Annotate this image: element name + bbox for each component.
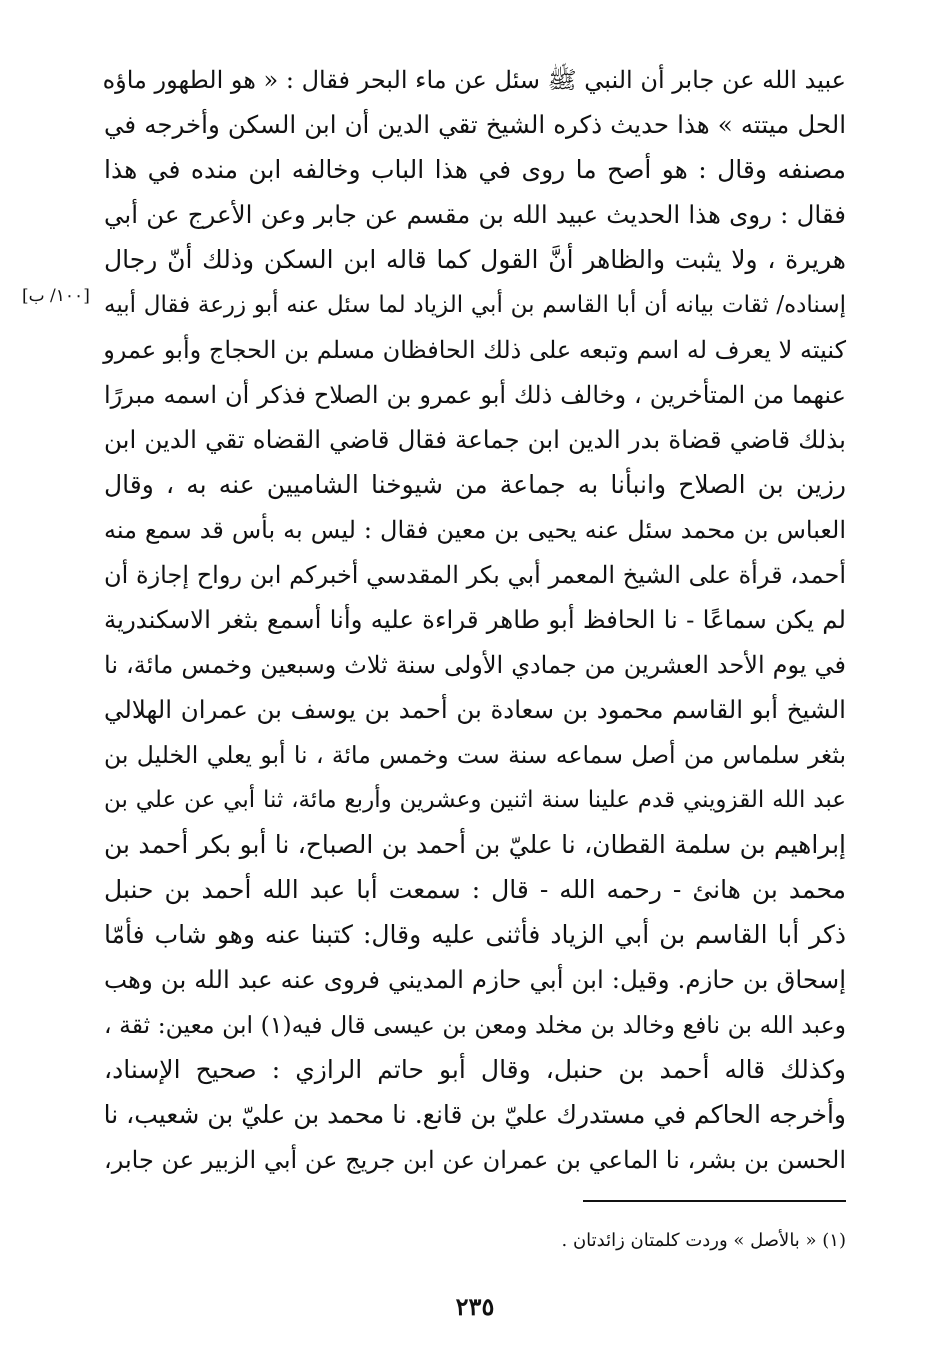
text-line: هريرة ، ولا يثبت والظاهر أنَّ القول كما قاله ابن السكن وذلك أنّ رجال <box>104 245 846 274</box>
text-line: لم يكن سماعًا - نا الحافظ أبو طاهر قراءة عليه وأنا أسمع بثغر الاسكندرية <box>104 605 846 634</box>
text-line: الحسن بن بشر، نا الماعي بن عمران عن ابن جريج عن أبي الزبير عن جابر، <box>104 1146 846 1174</box>
text-line: الحل ميتته » هذا حديث ذكره الشيخ تقي الدين أن ابن السكن وأخرجه في <box>104 110 846 139</box>
text-line: بثغر سلماس من أصل سماعه سنة ست وخمس مائة ، نا أبو يعلي الخليل بن <box>104 741 846 769</box>
footnote: (١) « بالأصل » وردت كلمتان زائدتان . <box>561 1230 846 1251</box>
text-line: عبد الله القزويني قدم علينا سنة اثنين وعشرين وأربع مائة، ثنا أبي عن علي بن <box>104 787 846 813</box>
page-number: ٢٣٥ <box>455 1292 495 1321</box>
text-line: ذكر أبا القاسم بن أبي الزياد فأثنى عليه وقال: كتبنا عنه وهو شاب فأمّا <box>104 920 846 949</box>
text-line: وكذلك قاله أحمد بن حنبل، وقال أبو حاتم الرازي : صحيح الإسناد، <box>104 1055 846 1084</box>
text-line: محمد بن هانئ - رحمه الله - قال : سمعت أبا عبد الله أحمد بن حنبل <box>104 875 846 904</box>
text-line: كنيته لا يعرف له اسم وتبعه على ذلك الحافظان مسلم بن الحجاج وأبو عمرو <box>103 336 846 364</box>
text-line: إسناده/ ثقات بيانه أن أبا القاسم بن أبي الزياد لما سئل عنه أبو زرعة فقال أبيه <box>104 292 846 318</box>
text-line: مصنفه وقال : هو أصح ما روى في هذا الباب وخالفه ابن منده في هذا <box>104 155 846 184</box>
text-line: وأخرجه الحاكم في مستدرك عليّ بن قانع. نا محمد بن عليّ بن شعيب، نا <box>103 1100 846 1129</box>
text-line: في يوم الأحد العشرين من جمادي الأولى سنة ثلاث وسبعين وخمس مائة، نا <box>104 651 846 679</box>
text-line: فقال : روى هذا الحديث عبيد الله بن مقسم عن جابر وعن الأعرج عن أبي <box>104 200 846 229</box>
text-line: أحمد، قرأة على الشيخ المعمر أبي بكر المقدسي أخبركم ابن رواح إجازة أن <box>104 561 846 589</box>
margin-folio-note: [١٠٠/ ب] <box>22 286 90 306</box>
text-line: عبيد الله عن جابر أن النبي ﷺ سئل عن ماء البحر فقال : « هو الطهور ماؤه <box>102 66 846 94</box>
footnote-separator <box>583 1200 846 1202</box>
text-line: إبراهيم بن سلمة القطان، نا عليّ بن أحمد بن الصباح، نا أبو بكر أحمد بن <box>104 830 846 859</box>
text-line: وعبد الله بن نافع وخالد بن مخلد ومعن بن عيسى قال فيه(١) ابن معين: ثقة ، <box>104 1011 846 1039</box>
text-line: العباس بن محمد سئل عنه يحيى بن معين فقال : ليس به بأس قد سمع منه <box>104 516 846 544</box>
text-line: إسحاق بن حازم. وقيل: ابن أبي حازم المديني فروى عنه عبد الله بن وهب <box>104 965 846 994</box>
text-line: عنهما من المتأخرين ، وخالف ذلك أبو عمرو بن الصلاح فذكر أن اسمه مبررًا <box>104 381 846 409</box>
text-line: رزين بن الصلاح وانبأنا به جماعة من شيوخنا الشاميين عنه به ، وقال <box>104 470 846 499</box>
text-line: الشيخ أبو القاسم محمود بن سعادة بن أحمد بن يوسف بن عمران الهلالي <box>104 695 846 724</box>
text-line: بذلك قاضي قضاة بدر الدين ابن جماعة فقال قاضي القضاه تقي الدين ابن <box>104 425 846 454</box>
